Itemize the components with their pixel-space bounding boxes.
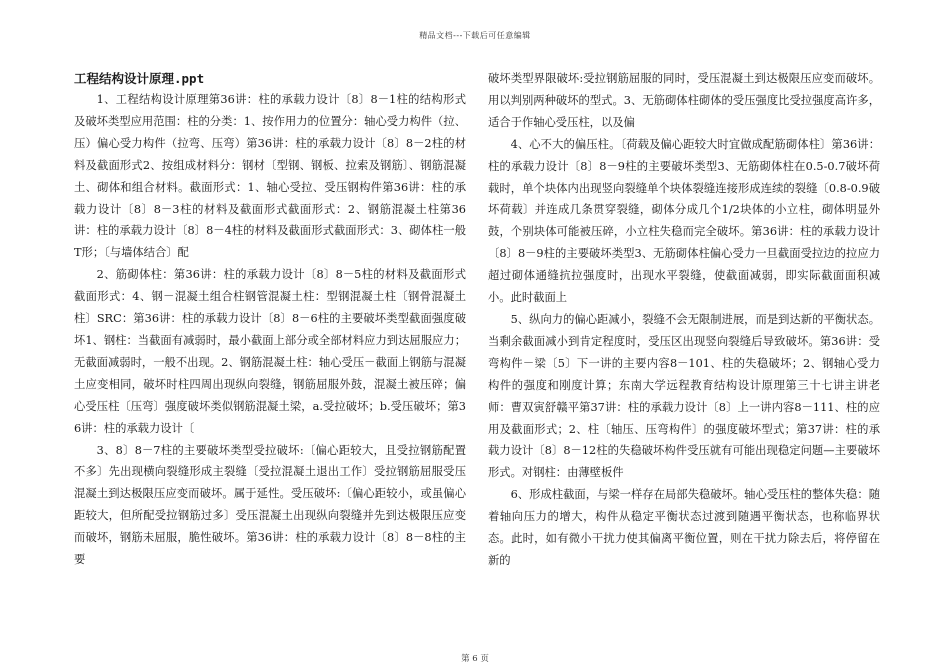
left-column xyxy=(74,68,466,571)
right-column xyxy=(488,68,880,572)
paragraph: 1、工程结构设计原理第36讲：柱的承载力设计〔8〕8－1柱的结构形式及破坏类型应用范围：柱的分类：1、按作用力的位置分：轴心受力构件（拉、压）偏心受力构件（拉弯、压弯）第36讲：柱的承载力设计〔8〕8－2柱的材料及截面形式2、按组成材料分：钢材〔型钢、钢板、拉索及钢筋〕、钢筋混凝土、砌体和组合材料。截面形式：1、轴心受拉、受压钢构件第36讲：柱的承载力设计〔8〕8－3柱的材料及截面形式截面形式：2、钢筋混凝土柱第36讲：柱的承载力设计〔8〕8－4柱的材料及截面形式截面形式：3、砌体柱一般T形；〔与墙体结合〕配 xyxy=(74,93,466,260)
paragraph: 3、8〕8－7柱的主要破坏类型受拉破坏:〔偏心距较大，且受拉钢筋配置不多〕先出现横向裂缝形成主裂缝〔受拉混凝土退出工作〕受拉钢筋屈服受压混凝土到达极限压应变而破坏。属于延性。受压破坏:〔偏心距较小，或虽偏心距较大，但所配受拉钢筋过多〕受压混凝土出现纵向裂缝并先到达极限压应变而破坏，钢筋未屈服，脆性破坏。第36讲：柱的承载力设计〔8〕8－8柱的主要 xyxy=(74,443,466,567)
paragraph: 5、纵向力的偏心距减小，裂缝不会无限制进展，而是到达新的平衡状态。当剩余截面减小到肯定程度时，受压区出现竖向裂缝后导致破坏。第36讲：受弯构件－梁〔5〕下一讲的主要内容8－101、柱的失稳破坏；2、钢轴心受力构件的强度和刚度计算；东南大学远程教育结构设计原理第三十七讲主讲老师：曹双寅舒赣平第37讲：柱的承载力设计〔8〕上一讲内容8－111、柱的应用及截面形式；2、柱〔轴压、压弯构件〕的强度破坏型式；第37讲：柱的承载力设计〔8〕8－12柱的失稳破坏构件受压就有可能出现稳定问题—主要破坏形式。对钢柱：由薄壁板件 xyxy=(488,312,880,480)
paragraph: 4、心不大的偏压柱。〔荷载及偏心距较大时宜做成配筋砌体柱〕第36讲：柱的承载力设计〔8〕8－9柱的主要破坏类型3、无筋砌体柱在0.5-0.7破坏荷载时，单个块体内出现竖向裂缝单个块体裂缝连接形成连续的裂缝〔0.8-0.9破坏荷载〕并连成几条贯穿裂缝，砌体分成几个1/2块体的小立柱，砌体明显外鼓，个别块体可能被压碎，小立柱失稳而完全破坏。第36讲：柱的承载力设计〔8〕8－9柱的主要破坏类型3、无筋砌体柱偏心受力一旦截面受拉边的拉应力超过砌体通缝抗拉强度时，出现水平裂缝，使截面减弱，即实际截面面积减小。此时截面上 xyxy=(488,137,880,305)
document-title: 工程结构设计原理.ppt xyxy=(74,71,205,86)
paragraph: 2、筋砌体柱：第36讲：柱的承载力设计〔8〕8－5柱的材料及截面形式截面形式：4、钢－混凝土组合柱钢管混凝土柱：型钢混凝土柱〔钢骨混凝土柱〕SRC：第36讲：柱的承载力设计〔8〕8－6柱的主要破坏类型截面强度破坏1、钢柱：当截面有减弱时，最小截面上部分或全部材料应力到达屈服应力；无截面减弱时，一般不出现。2、钢筋混凝土柱：轴心受压－截面上钢筋与混凝土应变相同，破坏时柱四周出现纵向裂缝，钢筋屈服外鼓，混凝土被压碎；偏心受压柱〔压弯〕强度破坏类似钢筋混凝土梁，a.受拉破坏；b.受压破坏；第36讲：柱的承载力设计〔 xyxy=(74,268,466,435)
paragraph: 破坏类型界限破坏:受拉钢筋屈服的同时，受压混凝土到达极限压应变而破坏。用以判别两种破坏的型式。3、无筋砌体柱砌体的受压强度比受拉强度高许多，适合于作轴心受压柱，以及偏 xyxy=(488,72,880,129)
page-header: 精品文档---下载后可任意编辑 xyxy=(419,31,531,40)
page-number: 第 6 页 xyxy=(461,654,489,664)
paragraph: 6、形成柱截面，与梁一样存在局部失稳破坏。轴心受压柱的整体失稳：随着轴向压力的增大，构件从稳定平衡状态过渡到随遇平衡状态，也称临界状态。此时，如有微小干扰力使其偏离平衡位置，则在干扰力除去后，将停留在新的 xyxy=(488,488,880,567)
